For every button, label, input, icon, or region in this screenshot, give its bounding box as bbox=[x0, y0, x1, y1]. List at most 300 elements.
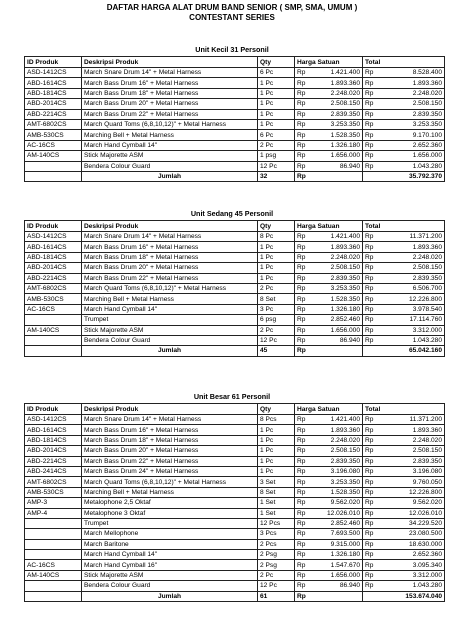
product-desc: March Snare Drum 14" + Metal Harness bbox=[82, 415, 258, 425]
jumlah-row bbox=[25, 346, 445, 356]
price-currency: Rp bbox=[295, 304, 311, 314]
product-desc: March Bass Drum 16" + Metal Harness bbox=[82, 78, 258, 88]
unit-price: 86.940 bbox=[311, 161, 363, 171]
total-currency: Rp bbox=[363, 304, 377, 314]
section-title-sedang: Unit Sedang 45 Personil bbox=[190, 209, 274, 218]
price-currency: Rp bbox=[295, 252, 311, 262]
price-currency: Rp bbox=[295, 263, 311, 273]
product-id: ASD-1412CS bbox=[25, 68, 82, 78]
total-currency: Rp bbox=[363, 550, 377, 560]
header-id: ID Produk bbox=[25, 221, 82, 232]
total-currency: Rp bbox=[363, 273, 377, 283]
unit-price: 2.248.020 bbox=[311, 435, 363, 445]
product-desc: March Baritone bbox=[82, 539, 258, 549]
table-row bbox=[25, 283, 445, 293]
unit-price: 1.326.180 bbox=[311, 304, 363, 314]
section-title-kecil: Unit Kecil 31 Personil bbox=[195, 45, 269, 54]
product-qty: 1 Pc bbox=[258, 466, 295, 476]
document-subtitle: CONTESTANT SERIES bbox=[189, 13, 275, 22]
header-price: Harga Satuan bbox=[295, 404, 363, 415]
product-id: AC-16CS bbox=[25, 560, 82, 570]
product-id: AC-16CS bbox=[25, 140, 82, 150]
product-qty: 1 Pc bbox=[258, 425, 295, 435]
product-qty: 8 Set bbox=[258, 294, 295, 304]
product-qty: 1 Pc bbox=[258, 435, 295, 445]
line-total: 2.248.020 bbox=[377, 435, 445, 445]
product-id: ABD-1814CS bbox=[25, 252, 82, 262]
unit-price: 2.839.350 bbox=[311, 456, 363, 466]
unit-price: 86.940 bbox=[311, 335, 363, 345]
total-currency: Rp bbox=[363, 109, 377, 119]
header-qty: Qty bbox=[258, 57, 295, 68]
product-qty: 1 Pc bbox=[258, 109, 295, 119]
header-id: ID Produk bbox=[25, 57, 82, 68]
section-title-besar: Unit Besar 61 Personil bbox=[193, 392, 271, 401]
product-id: ABD-2214CS bbox=[25, 456, 82, 466]
product-qty: 2 Pcs bbox=[258, 539, 295, 549]
table-row bbox=[25, 425, 445, 435]
product-qty: 8 Pcs bbox=[258, 415, 295, 425]
product-desc: Stick Majorette ASM bbox=[82, 570, 258, 580]
line-total: 1.893.360 bbox=[377, 78, 445, 88]
jumlah-blank bbox=[25, 171, 82, 181]
price-currency: Rp bbox=[295, 232, 311, 242]
line-total: 9.562.020 bbox=[377, 498, 445, 508]
header-qty: Qty bbox=[258, 221, 295, 232]
product-qty: 1 Pc bbox=[258, 252, 295, 262]
line-total: 1.893.360 bbox=[377, 242, 445, 252]
jumlah-qty: 45 bbox=[258, 346, 295, 356]
table-row bbox=[25, 325, 445, 335]
product-desc: March Hand Cymball 14" bbox=[82, 550, 258, 560]
product-qty: 1 Set bbox=[258, 508, 295, 518]
product-id: ABD-1814CS bbox=[25, 435, 82, 445]
total-currency: Rp bbox=[363, 88, 377, 98]
product-id bbox=[25, 550, 82, 560]
table-row bbox=[25, 130, 445, 140]
product-desc: Marching Bell + Metal Harness bbox=[82, 130, 258, 140]
jumlah-blank-currency bbox=[363, 171, 377, 181]
product-qty: 3 Pcs bbox=[258, 529, 295, 539]
table-row bbox=[25, 68, 445, 78]
product-desc: March Hand Cymball 14" bbox=[82, 140, 258, 150]
product-qty: 6 Pc bbox=[258, 130, 295, 140]
price-currency: Rp bbox=[295, 242, 311, 252]
unit-price: 1.421.400 bbox=[311, 232, 363, 242]
unit-price: 1.547.670 bbox=[311, 560, 363, 570]
unit-price: 2.508.150 bbox=[311, 263, 363, 273]
table-row bbox=[25, 570, 445, 580]
product-id bbox=[25, 539, 82, 549]
total-currency: Rp bbox=[363, 539, 377, 549]
unit-price: 1.326.180 bbox=[311, 550, 363, 560]
product-id: AMB-530CS bbox=[25, 130, 82, 140]
line-total: 17.114.760 bbox=[377, 315, 445, 325]
jumlah-qty: 32 bbox=[258, 171, 295, 181]
unit-price: 1.656.000 bbox=[311, 325, 363, 335]
product-desc: March Quard Toms (6,8,10,12)" + Metal Harness bbox=[82, 119, 258, 129]
product-id bbox=[25, 161, 82, 171]
table-header-row bbox=[25, 404, 445, 415]
product-desc: Trumpet bbox=[82, 518, 258, 528]
total-currency: Rp bbox=[363, 119, 377, 129]
jumlah-price-currency: Rp bbox=[295, 346, 311, 356]
product-desc: March Snare Drum 14" + Metal Harness bbox=[82, 232, 258, 242]
unit-price: 7.693.500 bbox=[311, 529, 363, 539]
product-desc: March Snare Drum 14" + Metal Harness bbox=[82, 68, 258, 78]
product-desc: Bendera Colour Guard bbox=[82, 335, 258, 345]
table-row bbox=[25, 435, 445, 445]
product-id: ABD-2014CS bbox=[25, 263, 82, 273]
table-row bbox=[25, 151, 445, 161]
total-currency: Rp bbox=[363, 263, 377, 273]
unit-price: 1.528.350 bbox=[311, 130, 363, 140]
price-currency: Rp bbox=[295, 68, 311, 78]
total-currency: Rp bbox=[363, 130, 377, 140]
price-currency: Rp bbox=[295, 570, 311, 580]
jumlah-price-blank bbox=[311, 346, 363, 356]
product-id: ASD-1412CS bbox=[25, 232, 82, 242]
price-currency: Rp bbox=[295, 529, 311, 539]
product-qty: 12 Pcs bbox=[258, 518, 295, 528]
total-currency: Rp bbox=[363, 487, 377, 497]
unit-price: 3.196.080 bbox=[311, 466, 363, 476]
header-qty: Qty bbox=[258, 404, 295, 415]
unit-price: 3.253.350 bbox=[311, 119, 363, 129]
total-currency: Rp bbox=[363, 446, 377, 456]
product-id: ABD-1814CS bbox=[25, 88, 82, 98]
unit-price: 3.253.350 bbox=[311, 477, 363, 487]
product-desc: Stick Majorette ASM bbox=[82, 151, 258, 161]
total-currency: Rp bbox=[363, 425, 377, 435]
line-total: 18.630.000 bbox=[377, 539, 445, 549]
unit-price: 9.562.020 bbox=[311, 498, 363, 508]
price-table-besar bbox=[24, 403, 445, 602]
product-id: AMP-4 bbox=[25, 508, 82, 518]
product-id: AC-16CS bbox=[25, 304, 82, 314]
price-currency: Rp bbox=[295, 456, 311, 466]
table-row bbox=[25, 294, 445, 304]
price-currency: Rp bbox=[295, 109, 311, 119]
jumlah-price-currency: Rp bbox=[295, 591, 311, 601]
product-qty: 2 Pc bbox=[258, 325, 295, 335]
table-row bbox=[25, 466, 445, 476]
table-row bbox=[25, 560, 445, 570]
product-id: ABD-2014CS bbox=[25, 446, 82, 456]
product-qty: 12 Pc bbox=[258, 335, 295, 345]
line-total: 3.253.350 bbox=[377, 119, 445, 129]
line-total: 2.839.350 bbox=[377, 456, 445, 466]
table-row bbox=[25, 539, 445, 549]
product-id: AM-140CS bbox=[25, 325, 82, 335]
price-currency: Rp bbox=[295, 99, 311, 109]
price-table-kecil bbox=[24, 56, 445, 182]
product-id: ABD-2014CS bbox=[25, 99, 82, 109]
product-qty: 1 Pc bbox=[258, 456, 295, 466]
header-price: Harga Satuan bbox=[295, 57, 363, 68]
product-qty: 2 Pc bbox=[258, 570, 295, 580]
table-row bbox=[25, 140, 445, 150]
line-total: 11.371.200 bbox=[377, 415, 445, 425]
product-id: AMT-6802CS bbox=[25, 119, 82, 129]
jumlah-total: 35.792.370 bbox=[377, 171, 445, 181]
jumlah-blank bbox=[25, 346, 82, 356]
product-qty: 6 Pc bbox=[258, 68, 295, 78]
header-desc: Deskripsi Produk bbox=[82, 57, 258, 68]
table-row bbox=[25, 581, 445, 591]
line-total: 9.760.050 bbox=[377, 477, 445, 487]
product-qty: 1 Pc bbox=[258, 446, 295, 456]
jumlah-label: Jumlah bbox=[82, 346, 258, 356]
total-currency: Rp bbox=[363, 68, 377, 78]
table-row bbox=[25, 109, 445, 119]
price-currency: Rp bbox=[295, 581, 311, 591]
product-desc: March Bass Drum 24" + Metal Harness bbox=[82, 466, 258, 476]
unit-price: 1.528.350 bbox=[311, 487, 363, 497]
product-qty: 12 Pc bbox=[258, 581, 295, 591]
product-desc: Stick Majorette ASM bbox=[82, 325, 258, 335]
unit-price: 2.508.150 bbox=[311, 446, 363, 456]
total-currency: Rp bbox=[363, 581, 377, 591]
product-id: ABD-1614CS bbox=[25, 425, 82, 435]
unit-price: 1.656.000 bbox=[311, 570, 363, 580]
unit-price: 2.248.020 bbox=[311, 88, 363, 98]
unit-price: 3.253.350 bbox=[311, 283, 363, 293]
product-desc: March Bass Drum 22" + Metal Harness bbox=[82, 109, 258, 119]
line-total: 6.506.700 bbox=[377, 283, 445, 293]
line-total: 12.226.800 bbox=[377, 487, 445, 497]
total-currency: Rp bbox=[363, 415, 377, 425]
product-desc: March Bass Drum 16" + Metal Harness bbox=[82, 242, 258, 252]
price-currency: Rp bbox=[295, 283, 311, 293]
table-row bbox=[25, 415, 445, 425]
total-currency: Rp bbox=[363, 99, 377, 109]
product-id bbox=[25, 529, 82, 539]
total-currency: Rp bbox=[363, 466, 377, 476]
price-currency: Rp bbox=[295, 508, 311, 518]
product-id: ABD-2214CS bbox=[25, 273, 82, 283]
table-header-row bbox=[25, 57, 445, 68]
jumlah-price-currency: Rp bbox=[295, 171, 311, 181]
table-row bbox=[25, 315, 445, 325]
jumlah-qty: 61 bbox=[258, 591, 295, 601]
product-desc: Metalophone 2,5 Oktaf bbox=[82, 498, 258, 508]
price-currency: Rp bbox=[295, 498, 311, 508]
total-currency: Rp bbox=[363, 151, 377, 161]
price-currency: Rp bbox=[295, 446, 311, 456]
jumlah-row bbox=[25, 171, 445, 181]
price-currency: Rp bbox=[295, 140, 311, 150]
unit-price: 1.893.360 bbox=[311, 425, 363, 435]
product-desc: March Bass Drum 18" + Metal Harness bbox=[82, 435, 258, 445]
table-row bbox=[25, 263, 445, 273]
line-total: 3.978.540 bbox=[377, 304, 445, 314]
jumlah-blank bbox=[25, 591, 82, 601]
product-desc: Bendera Colour Guard bbox=[82, 161, 258, 171]
jumlah-row bbox=[25, 591, 445, 601]
price-currency: Rp bbox=[295, 466, 311, 476]
product-desc: March Hand Cymball 16" bbox=[82, 560, 258, 570]
product-id bbox=[25, 581, 82, 591]
unit-price: 2.508.150 bbox=[311, 99, 363, 109]
price-currency: Rp bbox=[295, 550, 311, 560]
product-qty: 1 Set bbox=[258, 498, 295, 508]
product-id: AMT-6802CS bbox=[25, 477, 82, 487]
total-currency: Rp bbox=[363, 252, 377, 262]
line-total: 3.196.080 bbox=[377, 466, 445, 476]
price-currency: Rp bbox=[295, 273, 311, 283]
total-currency: Rp bbox=[363, 315, 377, 325]
product-qty: 2 Pc bbox=[258, 140, 295, 150]
total-currency: Rp bbox=[363, 78, 377, 88]
product-id bbox=[25, 518, 82, 528]
product-desc: March Mellophone bbox=[82, 529, 258, 539]
unit-price: 1.421.400 bbox=[311, 415, 363, 425]
total-currency: Rp bbox=[363, 498, 377, 508]
table-row bbox=[25, 78, 445, 88]
line-total: 2.508.150 bbox=[377, 263, 445, 273]
price-currency: Rp bbox=[295, 415, 311, 425]
unit-price: 2.248.020 bbox=[311, 252, 363, 262]
line-total: 1.656.000 bbox=[377, 151, 445, 161]
total-currency: Rp bbox=[363, 456, 377, 466]
product-desc: March Bass Drum 18" + Metal Harness bbox=[82, 252, 258, 262]
product-qty: 1 Pc bbox=[258, 263, 295, 273]
total-currency: Rp bbox=[363, 325, 377, 335]
product-desc: March Bass Drum 18" + Metal Harness bbox=[82, 88, 258, 98]
line-total: 1.043.280 bbox=[377, 581, 445, 591]
product-id: AMB-530CS bbox=[25, 487, 82, 497]
table-row bbox=[25, 273, 445, 283]
total-currency: Rp bbox=[363, 518, 377, 528]
line-total: 2.248.020 bbox=[377, 252, 445, 262]
unit-price: 86.940 bbox=[311, 581, 363, 591]
line-total: 11.371.200 bbox=[377, 232, 445, 242]
unit-price: 12.026.010 bbox=[311, 508, 363, 518]
total-currency: Rp bbox=[363, 529, 377, 539]
unit-price: 2.852.460 bbox=[311, 315, 363, 325]
table-row bbox=[25, 232, 445, 242]
price-currency: Rp bbox=[295, 560, 311, 570]
table-row bbox=[25, 446, 445, 456]
line-total: 2.248.020 bbox=[377, 88, 445, 98]
product-desc: March Bass Drum 22" + Metal Harness bbox=[82, 456, 258, 466]
product-desc: March Bass Drum 20" + Metal Harness bbox=[82, 263, 258, 273]
product-qty: 3 Set bbox=[258, 477, 295, 487]
header-id: ID Produk bbox=[25, 404, 82, 415]
product-id bbox=[25, 335, 82, 345]
product-id: AM-140CS bbox=[25, 151, 82, 161]
total-currency: Rp bbox=[363, 294, 377, 304]
total-currency: Rp bbox=[363, 161, 377, 171]
total-currency: Rp bbox=[363, 508, 377, 518]
product-desc: Trumpet bbox=[82, 315, 258, 325]
jumlah-label: Jumlah bbox=[82, 171, 258, 181]
total-currency: Rp bbox=[363, 242, 377, 252]
product-desc: March Bass Drum 20" + Metal Harness bbox=[82, 446, 258, 456]
line-total: 1.043.280 bbox=[377, 161, 445, 171]
product-desc: March Quard Toms (6,8,10,12)" + Metal Harness bbox=[82, 477, 258, 487]
table-row bbox=[25, 477, 445, 487]
document-title: DAFTAR HARGA ALAT DRUM BAND SENIOR ( SMP, SMA, UMUM ) bbox=[106, 3, 358, 12]
jumlah-total: 65.042.160 bbox=[377, 346, 445, 356]
product-qty: 1 Pc bbox=[258, 273, 295, 283]
table-row bbox=[25, 242, 445, 252]
header-desc: Deskripsi Produk bbox=[82, 404, 258, 415]
product-desc: Marching Bell + Metal Harness bbox=[82, 294, 258, 304]
header-total: Total bbox=[363, 404, 445, 415]
unit-price: 1.656.000 bbox=[311, 151, 363, 161]
product-desc: March Bass Drum 16" + Metal Harness bbox=[82, 425, 258, 435]
product-qty: 1 Pc bbox=[258, 119, 295, 129]
price-currency: Rp bbox=[295, 119, 311, 129]
price-currency: Rp bbox=[295, 335, 311, 345]
price-currency: Rp bbox=[295, 130, 311, 140]
product-qty: 6 psg bbox=[258, 315, 295, 325]
header-price: Harga Satuan bbox=[295, 221, 363, 232]
product-id: AM-140CS bbox=[25, 570, 82, 580]
price-currency: Rp bbox=[295, 487, 311, 497]
line-total: 9.170.100 bbox=[377, 130, 445, 140]
header-desc: Deskripsi Produk bbox=[82, 221, 258, 232]
table-row bbox=[25, 252, 445, 262]
price-currency: Rp bbox=[295, 315, 311, 325]
line-total: 3.312.000 bbox=[377, 570, 445, 580]
table-row bbox=[25, 508, 445, 518]
total-currency: Rp bbox=[363, 560, 377, 570]
product-id: AMB-530CS bbox=[25, 294, 82, 304]
table-row bbox=[25, 161, 445, 171]
jumlah-total: 153.674.040 bbox=[377, 591, 445, 601]
unit-price: 1.528.350 bbox=[311, 294, 363, 304]
total-currency: Rp bbox=[363, 140, 377, 150]
product-qty: 12 Pc bbox=[258, 161, 295, 171]
product-qty: 3 Pc bbox=[258, 304, 295, 314]
price-currency: Rp bbox=[295, 78, 311, 88]
product-qty: 2 Psg bbox=[258, 560, 295, 570]
unit-price: 2.839.350 bbox=[311, 109, 363, 119]
line-total: 3.095.340 bbox=[377, 560, 445, 570]
line-total: 2.508.150 bbox=[377, 446, 445, 456]
line-total: 3.312.000 bbox=[377, 325, 445, 335]
product-desc: Bendera Colour Guard bbox=[82, 581, 258, 591]
product-qty: 1 Pc bbox=[258, 88, 295, 98]
unit-price: 2.852.460 bbox=[311, 518, 363, 528]
price-currency: Rp bbox=[295, 435, 311, 445]
product-id: ABD-2414CS bbox=[25, 466, 82, 476]
product-desc: March Bass Drum 22" + Metal Harness bbox=[82, 273, 258, 283]
header-total: Total bbox=[363, 221, 445, 232]
total-currency: Rp bbox=[363, 477, 377, 487]
line-total: 1.893.360 bbox=[377, 425, 445, 435]
unit-price: 2.839.350 bbox=[311, 273, 363, 283]
product-qty: 2 Psg bbox=[258, 550, 295, 560]
unit-price: 1.893.360 bbox=[311, 242, 363, 252]
line-total: 1.043.280 bbox=[377, 335, 445, 345]
jumlah-price-blank bbox=[311, 591, 363, 601]
jumlah-blank-currency bbox=[363, 591, 377, 601]
header-total: Total bbox=[363, 57, 445, 68]
table-row bbox=[25, 550, 445, 560]
product-qty: 2 Pc bbox=[258, 283, 295, 293]
jumlah-label: Jumlah bbox=[82, 591, 258, 601]
product-desc: March Quard Toms (6,8,10,12)" + Metal Harness bbox=[82, 283, 258, 293]
product-qty: 8 Set bbox=[258, 487, 295, 497]
line-total: 2.508.150 bbox=[377, 99, 445, 109]
table-row bbox=[25, 529, 445, 539]
unit-price: 1.421.400 bbox=[311, 68, 363, 78]
price-currency: Rp bbox=[295, 151, 311, 161]
